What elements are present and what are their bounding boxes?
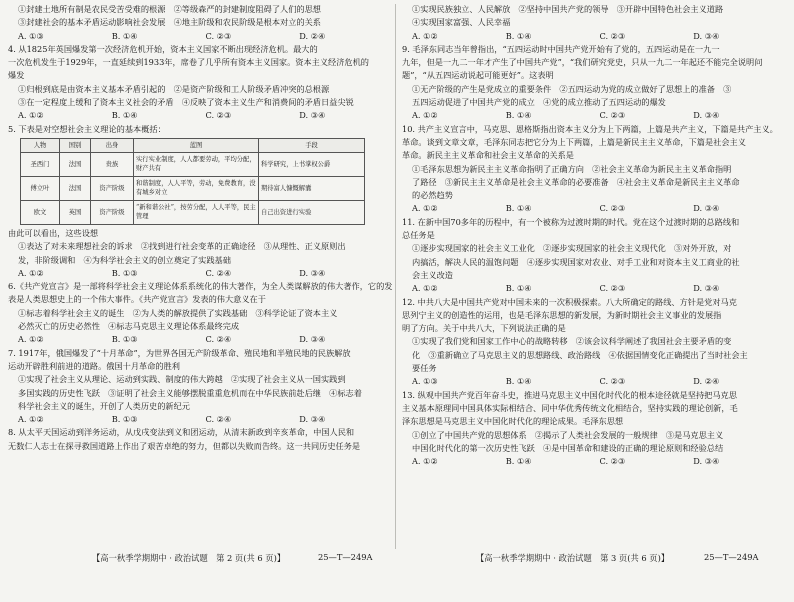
text-line: 爆发 bbox=[8, 70, 25, 81]
page-divider bbox=[395, 4, 396, 549]
text-line: 明了方向。关于中共八大，下列说法正确的是 bbox=[402, 323, 566, 334]
text-line: 4. 从1825年英国爆发第一次经济危机开始，资本主义国家不断出现经济危机。最大的 bbox=[8, 43, 318, 54]
answer-option: C. ②④ bbox=[205, 414, 232, 425]
answer-options bbox=[402, 282, 787, 295]
text-line: 6.《共产党宣言》是一部将科学社会主义理论体系系统化的伟大著作，为全人类谋解放的伟大著作，它的发 bbox=[8, 281, 393, 292]
left-footer-code: 25—T—249A bbox=[318, 552, 373, 562]
table-cell: 和谐制度，人人平等，劳动，免费教育，没有城乡对立 bbox=[134, 176, 259, 200]
text-line: 10. 共产主义宣言中，马克思、恩格斯指出资本主义分为上下两篇，上篇是共产主义，下篇是共产主义。 bbox=[402, 123, 778, 134]
text-line: ①毛泽东思想为新民主主义革命指明了正确方向 ②社会主义革命为新民主主义革命指明 bbox=[412, 163, 732, 174]
answer-option: D. ③④ bbox=[299, 334, 326, 345]
answer-option: C. ②④ bbox=[205, 334, 232, 345]
table-cell: 欧文 bbox=[21, 200, 60, 224]
text-line: 的必然趋势 bbox=[412, 190, 453, 201]
table-header-cell: 国别 bbox=[60, 138, 91, 152]
text-line: 12. 中共八大是中国共产党对中国未来的一次积极探索。八大所确定的路线、方针是党对马克 bbox=[402, 296, 737, 307]
table-cell: 圣西门 bbox=[21, 152, 60, 176]
answer-option: B. ①④ bbox=[111, 30, 138, 41]
text-line: ①实现民族独立、人民解放 ②坚持中国共产党的领导 ③开辟中国特色社会主义道路 bbox=[412, 4, 724, 14]
text-line: ③在一定程度上缓和了资本主义社会的矛盾 ④反映了资本主义生产和消费间的矛盾日益尖锐 bbox=[18, 97, 354, 108]
text-line: 化 ③重新确立了马克思主义的思想路线、政治路线 ④依据国情变化正确提出了当时社会主 bbox=[412, 349, 748, 360]
text-line: ①实现了我们党和国家工作中心的战略转移 ②该会议科学阐述了我国社会主要矛盾的变 bbox=[412, 336, 732, 347]
table-cell: 资产阶级 bbox=[91, 176, 134, 200]
text-line: ④实现国家富强、人民幸福 bbox=[412, 17, 511, 28]
text-line: 九年，但是一九二一年才产生了中国共产党”，“我们研究党史，只从一九二一年起还不能完全说明问 bbox=[402, 57, 763, 68]
text-line: 总任务是 bbox=[402, 230, 435, 241]
answer-option: C. ②③ bbox=[599, 30, 626, 41]
table-cell: 期待富人慷慨解囊 bbox=[259, 176, 365, 200]
answer-option: C. ②③ bbox=[599, 456, 626, 467]
text-line: ①标志着科学社会主义的诞生 ②为人类的解放提供了实践基础 ③科学论证了资本主义 bbox=[18, 307, 338, 318]
text-line: ①封建土地所有制是农民受苦受难的根源 ②等级森严的封建制度阻碍了人们的思想 bbox=[18, 4, 321, 14]
answer-option: B. ①④ bbox=[505, 456, 532, 467]
answer-option: C. ②③ bbox=[205, 110, 232, 121]
text-line: 泽东思想是马克思主义中国化时代化的理论成果。毛泽东思想 bbox=[402, 416, 624, 427]
answer-option: D. ③④ bbox=[299, 267, 326, 278]
answer-options bbox=[8, 333, 393, 346]
text-line: 8. 从太平天国运动到洋务运动，从戊戌变法到义和团运动，从清末新政到辛亥革命，中国人民和 bbox=[8, 427, 355, 438]
answer-option: B. ①③ bbox=[111, 334, 138, 345]
text-line: 革命。谈到文章文章，毛泽东同志把它分为上下两篇，上篇是新民主主义革命，下篇是社会主义 bbox=[402, 136, 746, 147]
text-line: ①归根到底是由资本主义基本矛盾引起的 ②是资产阶级和工人阶级矛盾冲突的总根源 bbox=[18, 83, 330, 94]
table-cell: 傅立叶 bbox=[21, 176, 60, 200]
answer-option: D. ③④ bbox=[693, 30, 720, 41]
text-line: 13. 纵观中国共产党百年奋斗史，推进马克思主义中国化时代化的根本途径就是坚持把马克思 bbox=[402, 389, 737, 400]
right-footer-code: 25—T—249A bbox=[704, 552, 759, 562]
text-line: 革命。新民主主义革命和社会主义革命的关系是 bbox=[402, 150, 574, 161]
table-row bbox=[21, 152, 365, 176]
utopian-socialism-table bbox=[20, 138, 365, 225]
text-line: 表是人类思想史上的一个伟大事件。《共产党宣言》发表的伟大意义在于 bbox=[8, 294, 266, 305]
text-line: ③封建社会的基本矛盾运动影响社会发展 ④地主阶级和农民阶级是根本对立的关系 bbox=[18, 17, 321, 28]
table-header-row bbox=[21, 138, 365, 152]
answer-option: A. ①② bbox=[412, 110, 438, 121]
text-line: ①创立了中国共产党的思想体系 ②揭示了人类社会发展的一般规律 ③是马克思主义 bbox=[412, 429, 724, 440]
answer-option: B. ①④ bbox=[505, 283, 532, 294]
table-cell: 贵族 bbox=[91, 152, 134, 176]
answer-options bbox=[8, 30, 393, 43]
answer-options bbox=[402, 202, 787, 215]
answer-options bbox=[8, 413, 393, 426]
table-cell: 法国 bbox=[60, 152, 91, 176]
answer-option: A. ①② bbox=[18, 267, 44, 278]
table-header-cell: 蓝图 bbox=[134, 138, 259, 152]
answer-options bbox=[402, 109, 787, 122]
answer-option: D. ③④ bbox=[693, 203, 720, 214]
text-line: 中国化时代化的第一次历史性飞跃 ④是中国革命和建设的正确的理论原则和经验总结 bbox=[412, 442, 724, 453]
left-footer-title: 【高一秋季学期期中 · 政治试题 第 2 页(共 6 页)】 bbox=[92, 553, 286, 563]
answer-option: D. ③④ bbox=[693, 283, 720, 294]
answer-option: B. ①③ bbox=[111, 414, 138, 425]
table-header-cell: 人物 bbox=[21, 138, 60, 152]
answer-option: C. ②③ bbox=[599, 283, 626, 294]
answer-option: A. ①② bbox=[412, 30, 438, 41]
text-line: ①实现了社会主义从理论、运动到实践、制度的伟大跨越 ②实现了社会主义从一国实践到 bbox=[18, 374, 346, 385]
text-line: 主义基本原理同中国具体实际相结合、同中华优秀传统文化相结合，坚持实践的理论创新，毛 bbox=[402, 402, 738, 413]
answer-option: B. ①④ bbox=[505, 110, 532, 121]
text-line: 9. 毛泽东同志当年曾指出，“五四运动时中国共产党开始有了党的，五四运动是在一九一 bbox=[402, 43, 720, 54]
table-cell: 实行实业制度，人人都要劳动，平均分配，财产共有 bbox=[134, 152, 259, 176]
answer-option: A. ①② bbox=[18, 414, 44, 425]
answer-option: A. ①② bbox=[412, 203, 438, 214]
answer-option: D. ③④ bbox=[693, 110, 720, 121]
answer-option: C. ②③ bbox=[599, 376, 626, 387]
answer-option: A. ①② bbox=[412, 456, 438, 467]
right-text-block bbox=[402, 3, 787, 468]
table-cell: 科学研究，上书掌权公爵 bbox=[259, 152, 365, 176]
text-line: 了路径 ③新民主主义革命是社会主义革命的必要准备 ④社会主义革命是新民主主义革命 bbox=[412, 176, 740, 187]
answer-option: C. ②③ bbox=[599, 203, 626, 214]
text-line: 内搞活，解决人民的温饱问题 ④逐步实现国家对农业、对手工业和对资本主义工商业的社 bbox=[412, 256, 740, 267]
table-header-cell: 出身 bbox=[91, 138, 134, 152]
table-row bbox=[21, 176, 365, 200]
answer-options bbox=[8, 109, 393, 122]
right-footer-title: 【高一秋季学期期中 · 政治试题 第 3 页(共 6 页)】 bbox=[476, 553, 670, 563]
text-line: 会主义改造 bbox=[412, 269, 453, 280]
text-line: 必然灭亡的历史必然性 ④标志马克思主义理论体系最终完成 bbox=[18, 321, 240, 332]
text-line: 运动开辟胜利前进的道路。俄国十月革命的胜利 bbox=[8, 360, 180, 371]
answer-option: D. ③④ bbox=[299, 414, 326, 425]
answer-option: A. ①② bbox=[18, 110, 44, 121]
table-cell: 法国 bbox=[60, 176, 91, 200]
answer-option: B. ①④ bbox=[505, 30, 532, 41]
text-line: 5. 下表是对空想社会主义理论的基本概括： bbox=[8, 123, 166, 134]
text-line: 由此可以看出，这些设想 bbox=[8, 227, 99, 238]
answer-options bbox=[402, 375, 787, 388]
answer-option: D. ②④ bbox=[693, 376, 720, 387]
left-text-block-1 bbox=[8, 3, 393, 136]
answer-option: B. ①③ bbox=[111, 267, 138, 278]
text-line: 要任务 bbox=[412, 363, 437, 374]
text-line: 无数仁人志士在探寻救国道路上作出了艰苦卓绝的努力，但都以失败而告终。这一共同历史任务是 bbox=[8, 440, 361, 451]
answer-option: D. ③④ bbox=[299, 110, 326, 121]
answer-options bbox=[8, 267, 393, 280]
answer-option: A. ①② bbox=[412, 283, 438, 294]
table-row bbox=[21, 200, 365, 224]
text-line: 五四运动促进了中国共产党的成立 ④党的成立推动了五四运动的爆发 bbox=[412, 97, 666, 108]
text-line: ①逐步实现国家的社会主义工业化 ②逐步实现国家的社会主义现代化 ③对外开放，对 bbox=[412, 243, 732, 254]
table-cell: “新和谐公社”，按劳分配，人人平等，民主管理 bbox=[134, 200, 259, 224]
answer-option: A. ①③ bbox=[18, 30, 44, 41]
answer-option: C. ②③ bbox=[205, 30, 232, 41]
left-text-block-2 bbox=[8, 227, 393, 453]
answer-option: B. ①④ bbox=[111, 110, 138, 121]
text-line: 多国实践的历史性飞跃 ③证明了社会主义能够摆脱重重危机而在中华民族前赴后继 ④标志着 bbox=[18, 387, 362, 398]
text-line: 7. 1917年，俄国爆发了“十月革命”，为世界各国无产阶级革命、殖民地和半殖民地的民族解放 bbox=[8, 347, 351, 358]
table-header-cell: 手段 bbox=[259, 138, 365, 152]
answer-option: A. ①③ bbox=[412, 376, 438, 387]
answer-option: C. ②③ bbox=[599, 110, 626, 121]
answer-option: B. ①④ bbox=[505, 376, 532, 387]
text-line: ①表达了对未来理想社会的诉求 ②找到进行社会变革的正确途径 ③从理性、正义原则出 bbox=[18, 241, 346, 252]
table-cell: 英国 bbox=[60, 200, 91, 224]
text-line: 科学社会主义的诞生，开创了人类历史的新纪元 bbox=[18, 400, 190, 411]
answer-options bbox=[402, 30, 787, 43]
answer-option: C. ②④ bbox=[205, 267, 232, 278]
table-cell: 资产阶级 bbox=[91, 200, 134, 224]
text-line: 一次危机发生于1929年，一直延续到1933年，席卷了几乎所有资本主义国家。资本主义经济危机的 bbox=[8, 57, 369, 68]
table-cell: 自己出资进行实验 bbox=[259, 200, 365, 224]
answer-option: D. ②④ bbox=[299, 30, 326, 41]
answer-option: D. ③④ bbox=[693, 456, 720, 467]
answer-option: B. ①④ bbox=[505, 203, 532, 214]
text-line: 11. 在新中国70多年的历程中，有一个被称为过渡时期的时代。党在这个过渡时期的总路线和 bbox=[402, 216, 740, 227]
table-body bbox=[21, 152, 365, 224]
text-line: 思列宁主义的创造性的运用，也是毛泽东思想的新发展，为新时期社会主义事业的发展指 bbox=[402, 309, 722, 320]
text-line: ①无产阶级的产生是党成立的重要条件 ②五四运动为党的成立做好了思想上的准备 ③ bbox=[412, 83, 732, 94]
answer-options bbox=[402, 455, 787, 468]
answer-option: A. ①② bbox=[18, 334, 44, 345]
right-page-column bbox=[402, 3, 787, 551]
text-line: 题”，“从五四运动说起可能更好”。这表明 bbox=[402, 70, 554, 81]
left-page-column bbox=[8, 3, 393, 551]
text-line: 发，非阶级调和 ④为科学社会主义的创立奠定了实践基础 bbox=[18, 254, 231, 265]
